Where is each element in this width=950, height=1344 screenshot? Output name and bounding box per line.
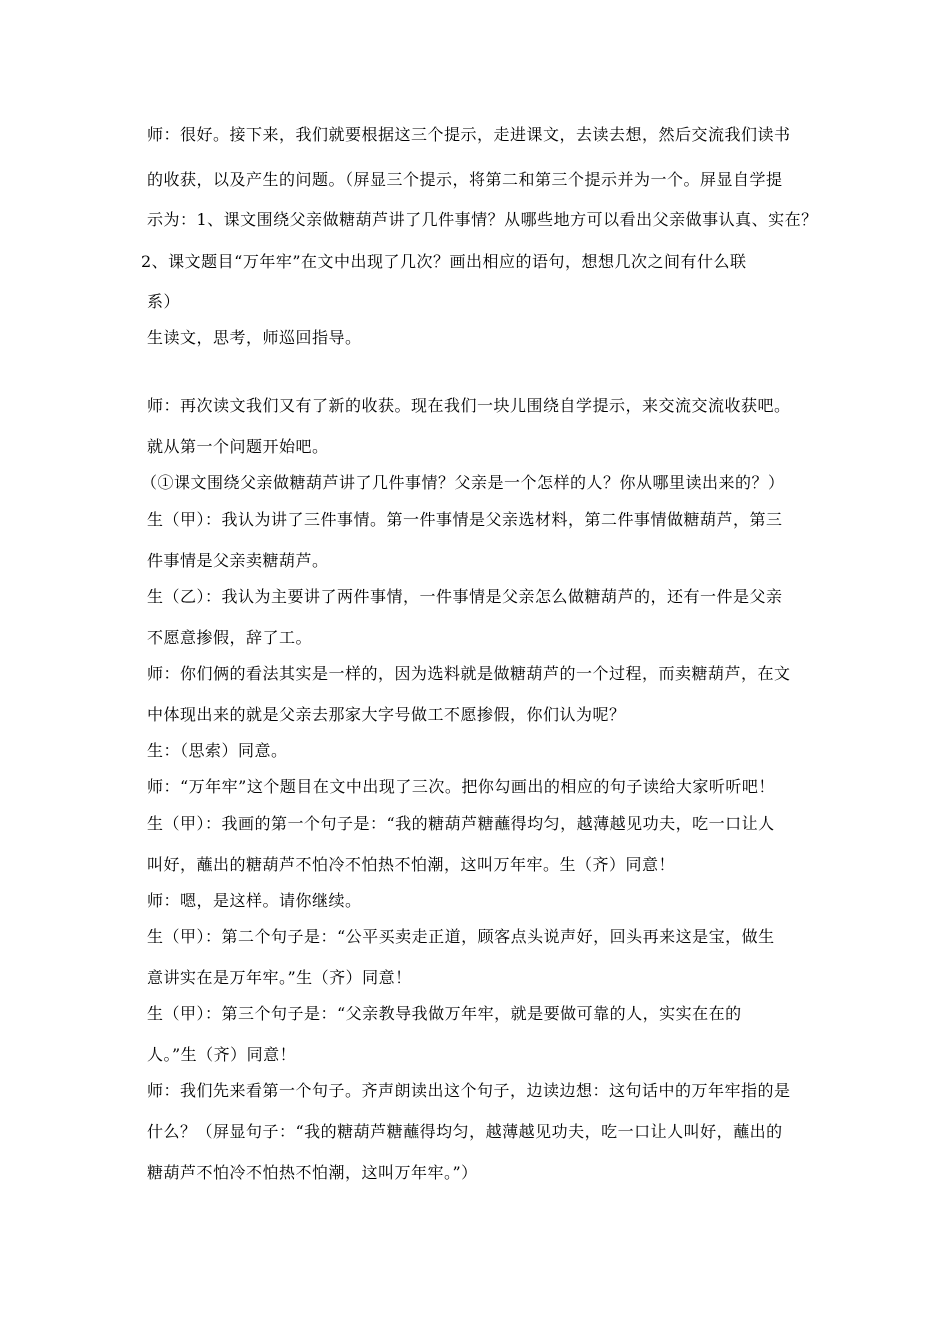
text-line: 师：再次读文我们又有了新的收获。现在我们一块儿围绕自学提示，来交流交流收获吧。 [147,396,791,415]
text-line: 师：我们先来看第一个句子。齐声朗读出这个句子，边读边想：这句话中的万年牢指的是 [147,1081,791,1100]
text-line: 生（甲）：第二个句子是：“公平买卖走正道，顾客点头说声好，回头再来这是宝，做生 [147,927,775,946]
text-line: 师：很好。接下来，我们就要根据这三个提示，走进课文，去读去想，然后交流我们读书 [147,125,791,144]
text-line: 生（甲）：我认为讲了三件事情。第一件事情是父亲选材料，第二件事情做糖葫芦，第三 [147,510,783,529]
text-line: 生（乙）：我认为主要讲了两件事情，一件事情是父亲怎么做糖葫芦的，还有一件是父亲 [147,587,783,606]
text-line: 件事情是父亲卖糖葫芦。 [147,551,329,570]
text-line: 系） [147,292,181,311]
text-line: 生（甲）：第三个句子是：“父亲教导我做万年牢，就是要做可靠的人，实实在在的 [147,1004,742,1023]
text-line: 叫好，蘸出的糖葫芦不怕冷不怕热不怕潮，这叫万年牢。生（齐）同意！ [147,855,676,874]
text-line: 中体现出来的就是父亲去那家大字号做工不愿掺假，你们认为呢？ [147,705,626,724]
text-line: 就从第一个问题开始吧。 [147,437,329,456]
text-line: （①课文围绕父亲做糖葫芦讲了几件事情？父亲是一个怎样的人？你从哪里读出来的？） [141,473,785,492]
text-line: 人。”生（齐）同意！ [147,1045,297,1064]
text-line: 糖葫芦不怕冷不怕热不怕潮，这叫万年牢。”） [147,1163,478,1182]
text-line: 生（甲）：我画的第一个句子是：“我的糖葫芦糖蘸得均匀，越薄越见功夫，吃一口让人 [147,814,775,833]
text-line: 生：（思索）同意。 [147,741,288,760]
text-line: 的收获，以及产生的问题。（屏显三个提示，将第二和第三个提示并为一个。屏显自学提 [147,170,783,189]
text-line: 师：嗯，是这样。请你继续。 [147,891,362,910]
text-line: 意讲实在是万年牢。”生（齐）同意！ [147,968,412,987]
text-line: 示为：1、课文围绕父亲做糖葫芦讲了几件事情？从哪些地方可以看出父亲做事认真、实在？ [147,210,818,229]
text-line: 师：“万年牢”这个题目在文中出现了三次。把你勾画出的相应的句子读给大家听听吧！ [147,777,775,796]
text-line: 2、课文题目“万年牢”在文中出现了几次？画出相应的语句，想想几次之间有什么联 [141,252,747,271]
text-line: 什么？（屏显句子：“我的糖葫芦糖蘸得均匀，越薄越见功夫，吃一口让人叫好，蘸出的 [147,1122,783,1141]
text-line: 师：你们俩的看法其实是一样的，因为选料就是做糖葫芦的一个过程，而卖糖葫芦，在文 [147,664,791,683]
text-line: 不愿意掺假，辞了工。 [147,628,313,647]
text-line: 生读文，思考，师巡回指导。 [147,328,362,347]
